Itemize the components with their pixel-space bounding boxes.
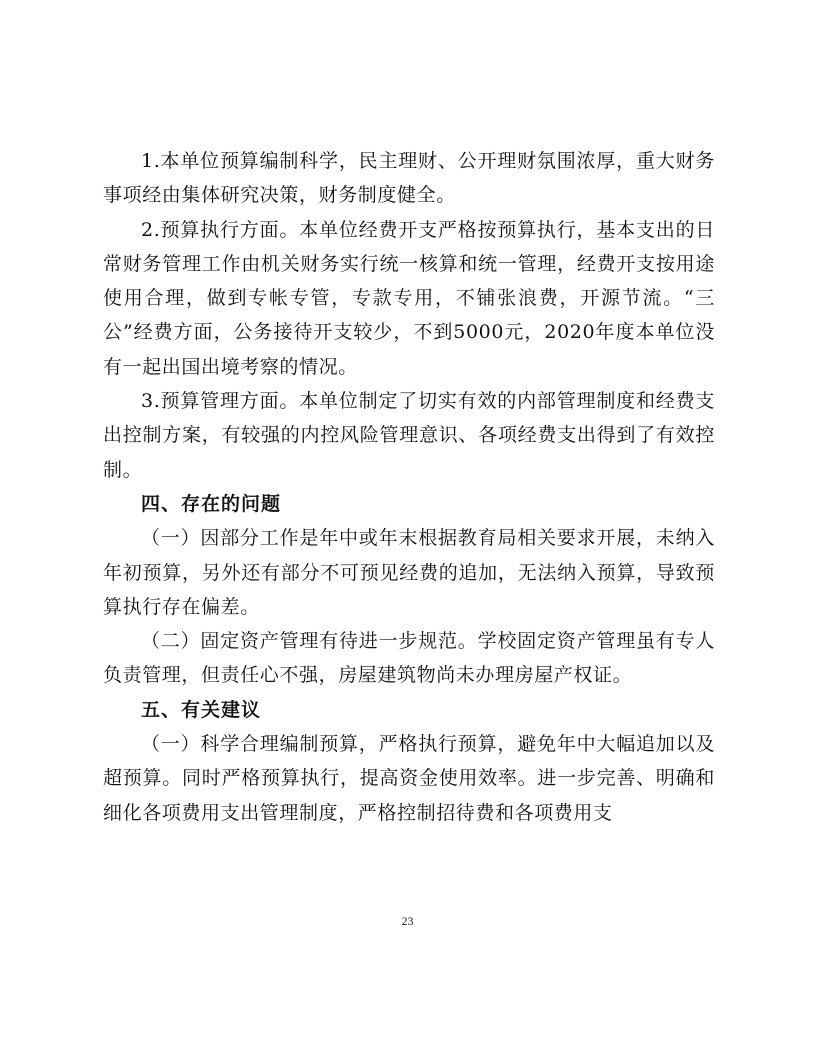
paragraph-budget-management: 3.预算管理方面。本单位制定了切实有效的内部管理制度和经费支出控制方案，有较强的内控风险管理意识、各项经费支出得到了有效控制。 [103,390,715,481]
paragraph-suggestion-1: （一）科学合理编制预算，严格执行预算，避免年中大幅追加以及超预算。同时严格预算执行，提高资金使用效率。进一步完善、明确和细化各项费用支出管理制度，严格控制招待费和各项费用支 [103,733,715,824]
section-heading-suggestions: 五、有关建议 [141,698,262,721]
paragraph-budget-execution: 2.预算执行方面。本单位经费开支严格按预算执行，基本支出的日常财务管理工作由机关财务实行统一核算和统一管理，经费开支按用途使用合理，做到专帐专管，专款专用，不铺张浪费，开源节流。“三公”经费方面，公务接待开支较少，不到5000元，2020年度本单位没有一起出国出境考察的情况。 [103,218,715,378]
paragraph-problem-1: （一）因部分工作是年中或年末根据教育局相关要求开展，未纳入年初预算，另外还有部分不可预见经费的追加，无法纳入预算，导致预算执行存在偏差。 [103,527,715,618]
paragraph-problem-2: （二）固定资产管理有待进一步规范。学校固定资产管理虽有专人负责管理，但责任心不强，房屋建筑物尚未办理房屋产权证。 [103,630,715,687]
page-number: 23 [401,914,414,928]
paragraph-budget-preparation: 1.本单位预算编制科学，民主理财、公开理财氛围浓厚，重大财务事项经由集体研究决策，财务制度健全。 [103,150,715,207]
document-body [103,144,715,830]
section-heading-problems: 四、存在的问题 [141,492,282,515]
